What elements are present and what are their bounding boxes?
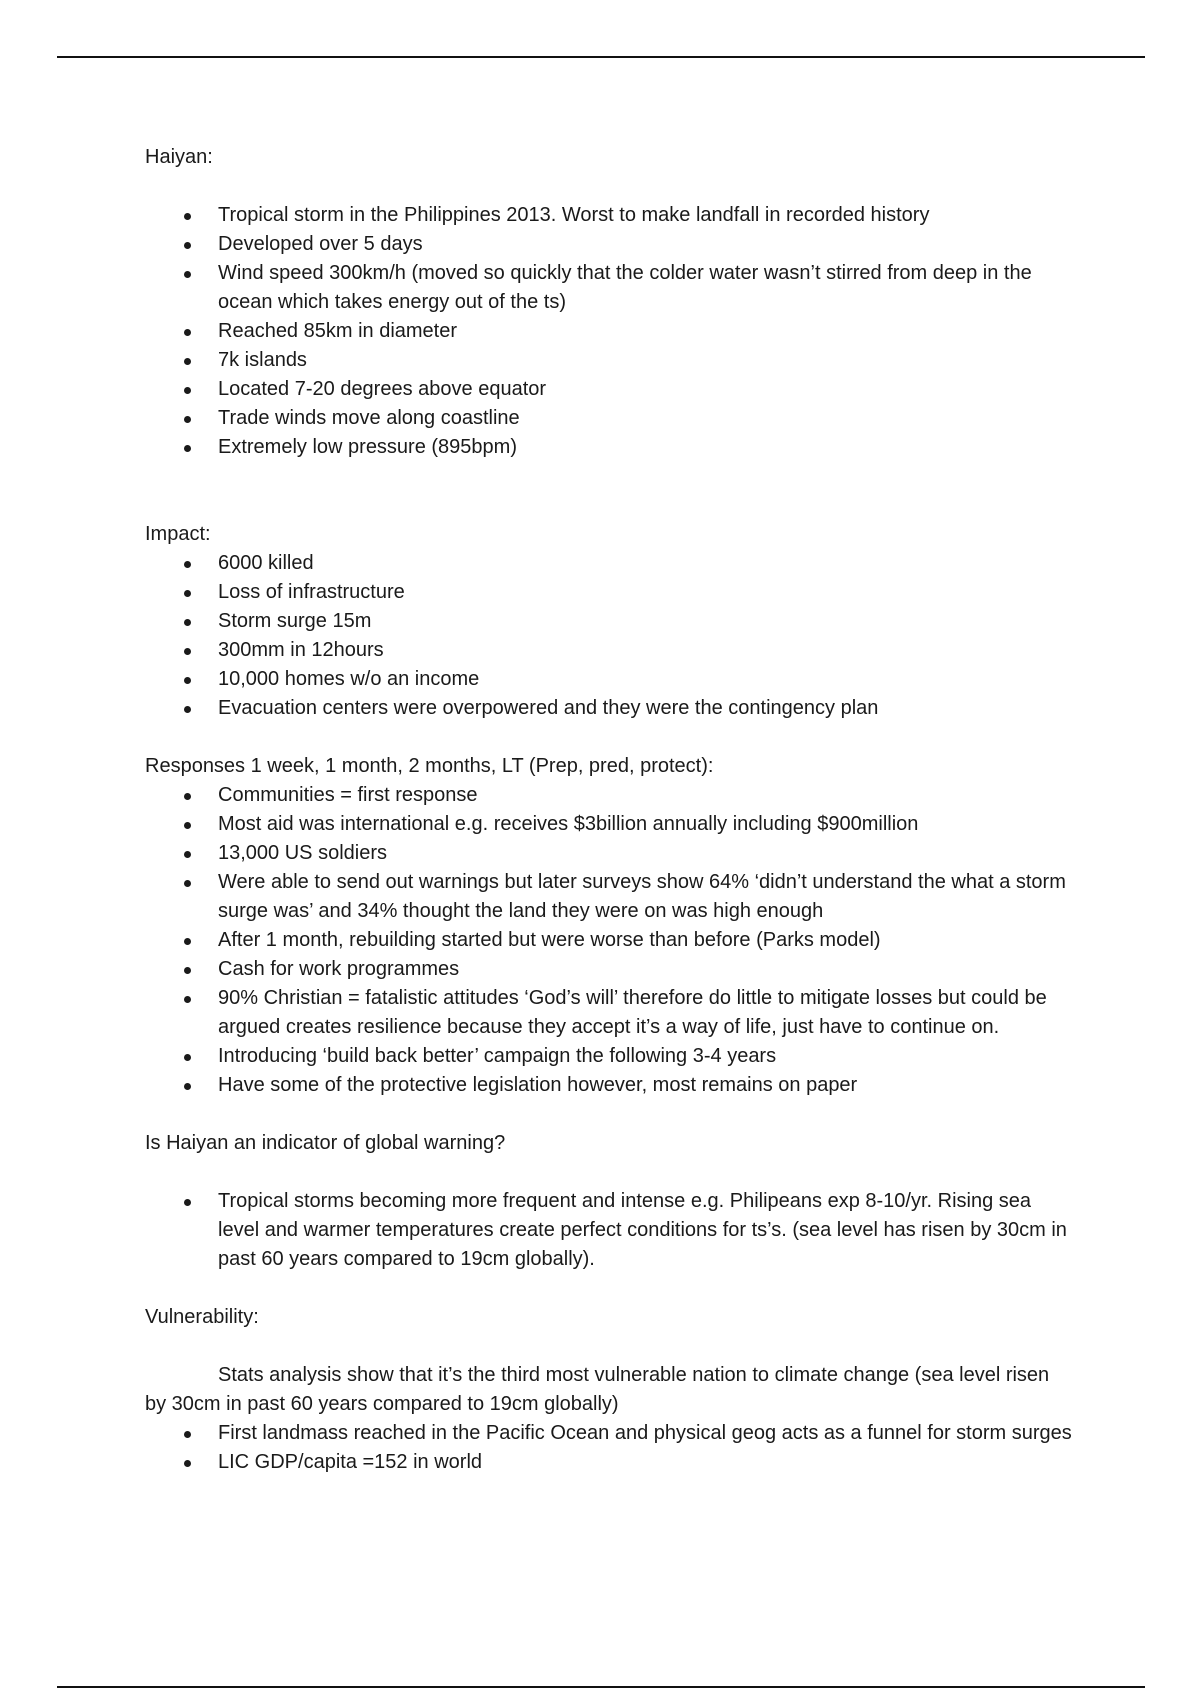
list-item: Developed over 5 days: [145, 230, 1075, 259]
list-item: Trade winds move along coastline: [145, 404, 1075, 433]
list-item: 6000 killed: [145, 549, 1075, 578]
list-item: Tropical storm in the Philippines 2013. Worst to make landfall in recorded history: [145, 201, 1075, 230]
list-item: First landmass reached in the Pacific Ocean and physical geog acts as a funnel for storm surges: [145, 1419, 1075, 1448]
list-item: 13,000 US soldiers: [145, 839, 1075, 868]
footer-rule: [57, 1686, 1145, 1688]
list-item: Evacuation centers were overpowered and they were the contingency plan: [145, 694, 1075, 723]
vulnerability-bullet-list: [145, 1419, 1075, 1477]
list-item: Extremely low pressure (895bpm): [145, 433, 1075, 462]
list-item: Were able to send out warnings but later surveys show 64% ‘didn’t understand the what a storm surge was’ and 34% thought the land they were on was high enough: [145, 868, 1075, 926]
list-item: After 1 month, rebuilding started but were worse than before (Parks model): [145, 926, 1075, 955]
list-item: 300mm in 12hours: [145, 636, 1075, 665]
list-item: Reached 85km in diameter: [145, 317, 1075, 346]
list-item: Cash for work programmes: [145, 955, 1075, 984]
list-item: Most aid was international e.g. receives $3billion annually including $900million: [145, 810, 1075, 839]
global-warning-bullet-list: [145, 1187, 1075, 1274]
list-item: Communities = first response: [145, 781, 1075, 810]
list-item: Have some of the protective legislation however, most remains on paper: [145, 1071, 1075, 1100]
section-heading-impact: Impact:: [145, 523, 211, 545]
list-item: 90% Christian = fatalistic attitudes ‘God’s will’ therefore do little to mitigate losses but could be argued creates resilience because they accept it’s a way of life, just have to continue on.: [145, 984, 1075, 1042]
section-heading-haiyan: Haiyan:: [145, 146, 213, 168]
responses-bullet-list: [145, 781, 1075, 1100]
list-item: Loss of infrastructure: [145, 578, 1075, 607]
section-heading-vulnerability: Vulnerability:: [145, 1306, 259, 1328]
list-item: LIC GDP/capita =152 in world: [145, 1448, 1075, 1477]
list-item: 7k islands: [145, 346, 1075, 375]
vulnerability-paragraph: Stats analysis show that it’s the third most vulnerable nation to climate change (sea level risen by 30cm in past 60 years compared to 19cm globally): [145, 1364, 1050, 1415]
list-item: Wind speed 300km/h (moved so quickly that the colder water wasn’t stirred from deep in the ocean which takes energy out of the ts): [145, 259, 1075, 317]
list-item: Located 7-20 degrees above equator: [145, 375, 1075, 404]
section-heading-responses: Responses 1 week, 1 month, 2 months, LT (Prep, pred, protect):: [145, 755, 714, 777]
impact-bullet-list: [145, 549, 1075, 723]
list-item: Tropical storms becoming more frequent and intense e.g. Philipeans exp 8-10/yr. Rising sea level and warmer temperatures create perfect conditions for ts’s. (sea level has risen by 30cm in past 60 years compared to 19cm globally).: [145, 1187, 1075, 1274]
section-heading-global-warning: Is Haiyan an indicator of global warning?: [145, 1132, 506, 1154]
list-item: 10,000 homes w/o an income: [145, 665, 1075, 694]
haiyan-bullet-list: [145, 201, 1075, 462]
header-rule: [57, 56, 1145, 58]
list-item: Introducing ‘build back better’ campaign the following 3-4 years: [145, 1042, 1075, 1071]
list-item: Storm surge 15m: [145, 607, 1075, 636]
document-body: [145, 143, 1075, 1477]
